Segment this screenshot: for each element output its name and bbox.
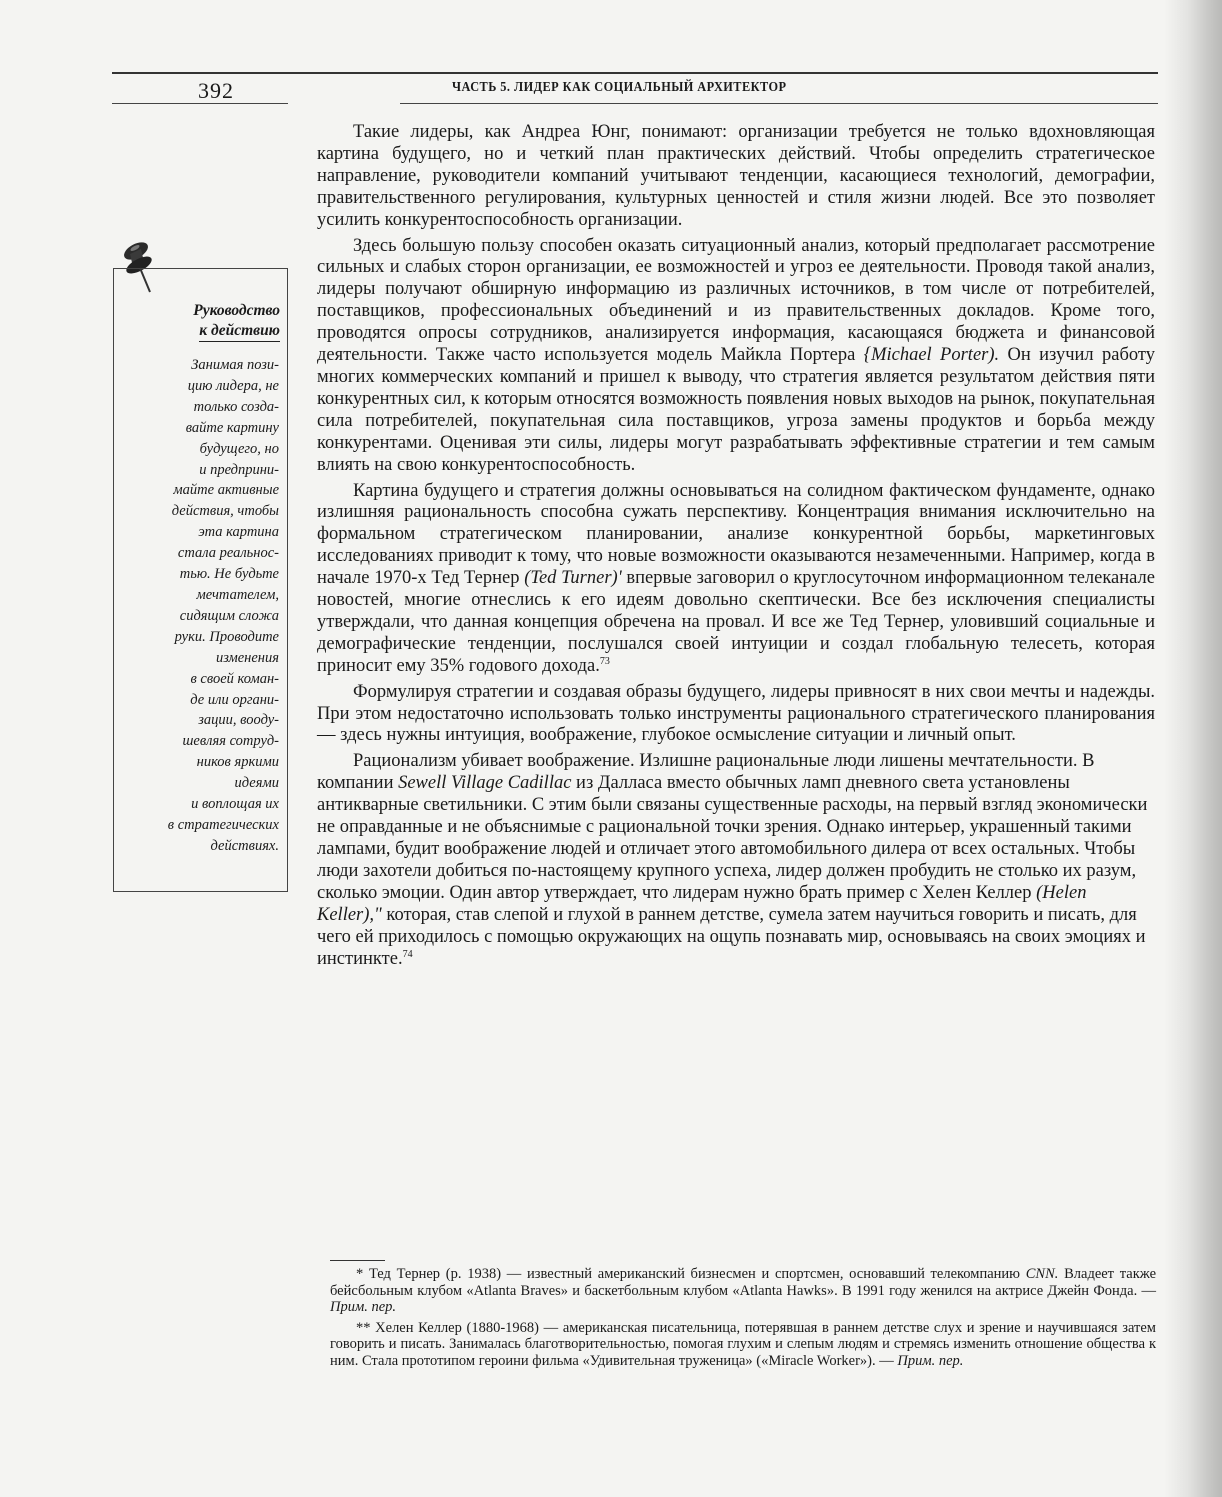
emphasis: {Michael Porter). — [863, 345, 1000, 366]
footnote-ref: 73 — [599, 655, 610, 667]
sidebar-line: тью. Не будьте — [179, 566, 279, 583]
sidebar-line: Занимая пози- — [191, 357, 279, 373]
sidebar-line: изменения — [215, 649, 279, 666]
paragraph: Формулируя стратегии и создавая образы будущего, лидеры привносят в них свои мечты и надежды. При этом недостаточно использовать только инструменты рационального стратегического планирования — здесь нужны интуиция, воображение, глубокое осмысление ситуации и личный опыт. — [317, 681, 1155, 746]
sidebar-line: сидящим сложа — [179, 607, 279, 624]
sidebar-line: в своей коман- — [190, 670, 279, 687]
sidebar-line: и предприни- — [199, 461, 279, 478]
emphasis: (Ted Turner)' — [524, 568, 622, 589]
header-underline-left — [112, 103, 288, 104]
sidebar-line: идеями — [234, 775, 279, 792]
footnote-ref: 74 — [402, 948, 413, 960]
page-edge-shadow — [1164, 0, 1222, 1497]
paragraph: Здесь большую пользу способен оказать ситуационный анализ, который предполагает рассмотрение сильных и слабых сторон организации, ее возможностей и угроз ее деятельности. Проводя такой анализ, лидеры получают обширную информацию из различных источников, в том числе от потребителей, поставщиков, профессиональных объединений и из правительственных докладов. Кроме того, проводятся опросы сотрудников, анализируется информация, касающаяся бюджета и финансовой деятельности. Также часто используется модель Майкла Портера {Michael Porter). Он изучил работу многих коммерческих компаний и пришел к выводу, что стратегия является результатом действия пяти конкурентных сил, к которым относятся возможность появления новых выходов на рынок, покупательная сила потребителей, покупательная сила поставщиков, угроза замены продуктов и борьба между конкурентами. Оценивая эти силы, лидеры могут разрабатывать эффективные стратегии и тем самым влиять на свою конкурентоспособность. — [317, 235, 1155, 475]
sidebar-title-line: к действию — [199, 321, 280, 342]
sidebar-title — [114, 301, 280, 342]
footnote: * Тед Тернер (р. 1938) — известный американский бизнесмен и спортсмен, основавший телекомпанию CNN. Владеет также бейсбольным клубом «Atlanta Braves» и баскетбольным клубом «Atlanta Hawks». В 1991 году женился на актрисе Джейн Фонда. — Прим. пер. — [330, 1266, 1157, 1315]
sidebar-line: шевляя сотруд- — [182, 733, 279, 750]
header-rule — [112, 72, 1158, 74]
sidebar-line: мечтателем, — [196, 586, 279, 603]
footnote: ** Хелен Келлер (1880-1968) — американская писательница, потерявшая в раннем детстве слух и зрение и научившаяся затем говорить и писать. Занималась благотворительностью, помогая глухим и слепым людям и стремясь изменить отношение общества к ним. Стала прототипом героини фильма «Удивительная труженица» («Miracle Worker»). — Прим. пер. — [330, 1319, 1156, 1369]
sidebar-line: стала реальнос- — [177, 545, 279, 562]
sidebar-line: цию лидера, не — [187, 377, 279, 394]
sidebar-line: действия, чтобы — [171, 503, 279, 520]
sidebar-line: вайте картину — [185, 419, 279, 436]
sidebar-line: и воплощая их — [191, 796, 279, 813]
sidebar-line: руки. Проводите — [174, 628, 279, 645]
paragraph: Рационализм убивает воображение. Излишне рациональные люди лишены мечтательности. В компании Sewell Village Cadillac из Далласа вместо обычных ламп дневного света установлены антикварные светильники. С этим были связаны существенные расходы, на первый взгляд экономически не оправданные и не объяснимые с рациональной точки зрения. Однако интерьер, украшенный такими лампами, будит воображение людей и отличает этого автомобильного дилера от всех остальных. Чтобы люди захотели добиться по-настоящему крупного успеха, лидер должен пробудить не столько их разум, сколько эмоции. Один автор утверждает, что лидерам нужно брать пример с Хелен Келлер (Helen Keller)," которая, став слепой и глухой в раннем детстве, сумела затем научиться говорить и писать, для чего ей приходилось с помощью окружающих на ощупь познавать мир, основываясь на своих эмоциях и инстинкте.$^{74}$ — [317, 751, 1148, 969]
sidebar-title-line: Руководство — [193, 302, 280, 319]
emphasis: (Helen Keller)," — [317, 882, 1087, 925]
sidebar-box — [113, 268, 288, 892]
paragraph: Такие лидеры, как Андреа Юнг, понимают: организации требуется не только вдохновляющая картина будущего, но и четкий план практических действий. Чтобы определить стратегическое направление, руководители компаний учитывают тенденции, касающиеся технологий, демографии, правительственного регулирования, культурных ценностей и стиля жизни людей. Все это позволяет усилить конкурентоспособность организации. — [317, 122, 1155, 230]
sidebar-line: только созда- — [193, 398, 279, 415]
sidebar-line: в стратегических — [167, 816, 279, 833]
footnote-rule — [330, 1260, 385, 1261]
main-text — [317, 122, 1155, 974]
sidebar-line: эта картина — [198, 524, 279, 541]
sidebar-line: ников яркими — [196, 754, 279, 771]
paragraph: Картина будущего и стратегия должны основываться на солидном фактическом фундаменте, однако излишняя рациональность способна сужать перспективу. Концентрация внимания исключительно на формальном стратегическом планировании, анализе конкурентной борьбы, маркетинговых исследованиях приводит к тому, что новые возможности оказываются незамеченными. Например, когда в начале 1970-х Тед Тернер (Ted Turner)' впервые заговорил о круглосуточном информационном телеканале новостей, многие отнеслись к его идеям довольно скептически. Все без исключения специалисты утверждали, что данная концепция обречена на провал. И все же Тед Тернер, уловивший социальные и демографические тенденции, послушался своей интуиции и создал глобальную телесеть, которая приносит ему 35% годового дохода.$^{73}$ — [317, 480, 1155, 676]
sidebar-line: действиях. — [210, 837, 279, 854]
footnotes — [330, 1266, 1156, 1373]
sidebar-line: майте активные — [173, 482, 279, 499]
sidebar-line: де или органи- — [190, 691, 279, 708]
header-underline-right — [400, 103, 1158, 104]
running-head: ЧАСТЬ 5. ЛИДЕР КАК СОЦИАЛЬНЫЙ АРХИТЕКТОР — [452, 80, 787, 95]
sidebar-body — [139, 355, 279, 857]
emphasis: Sewell Village Cadillac — [398, 773, 572, 794]
sidebar-line: зации, вооду- — [198, 712, 279, 729]
page-number: 392 — [198, 78, 234, 103]
sidebar-line: будущего, но — [199, 440, 279, 457]
